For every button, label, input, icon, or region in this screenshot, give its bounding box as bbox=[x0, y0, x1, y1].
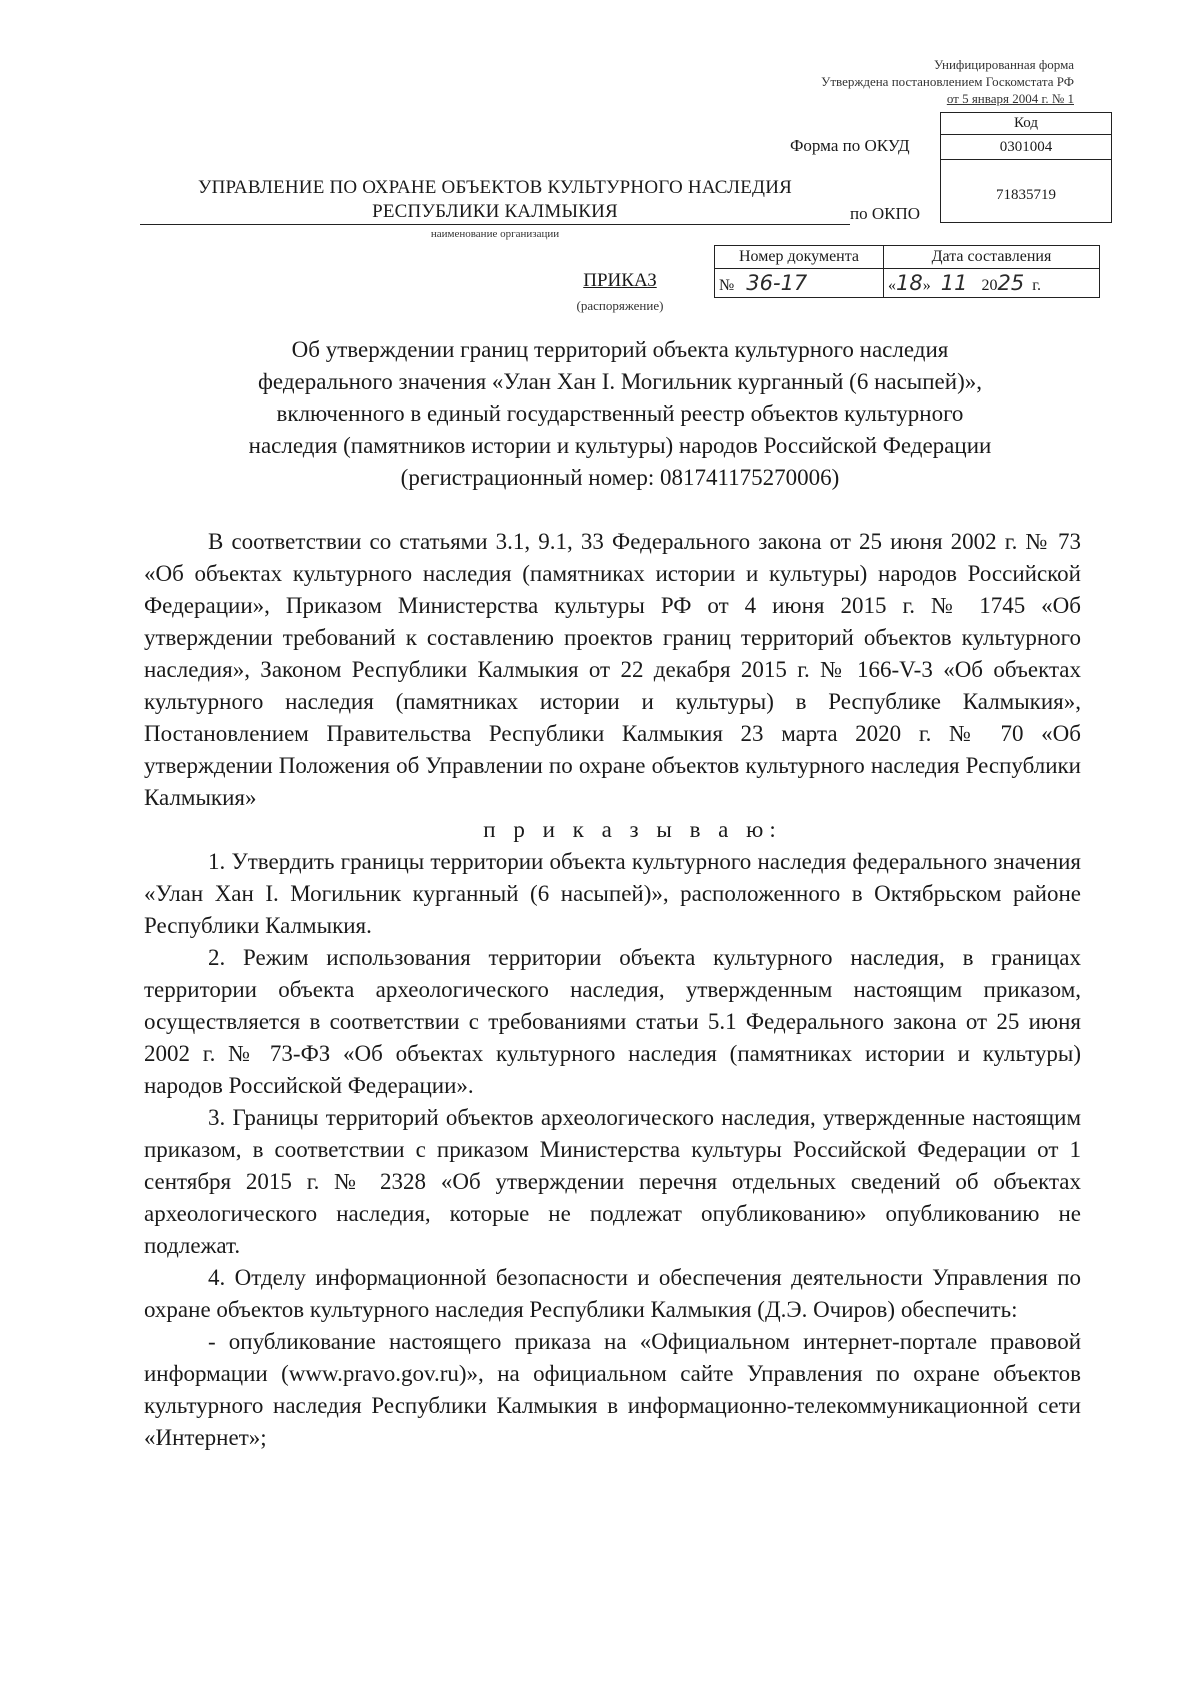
code-box bbox=[940, 112, 1112, 223]
unified-form-line: Унифицированная форма bbox=[933, 57, 1074, 72]
code-header: Код bbox=[941, 113, 1111, 135]
order-item-2: 2. Режим использования территории объекта культурного наследия, в границах территории объекта археологического наследия, утвержденным настоящим приказом, осуществляется в соответствии с требованиями статьи 5.1 Федерального закона от 25 июня 2002 г. № 73-ФЗ «Об объектах культурного наследия (памятниках истории и культуры) народов Российской Федерации». bbox=[144, 945, 1081, 1098]
okpo-value: 71835719 bbox=[996, 187, 1056, 203]
doc-date-cell bbox=[884, 269, 1100, 298]
doc-number-handwritten: 36-17 bbox=[746, 271, 808, 295]
order-item-4-subitem: - опубликование настоящего приказа на «Официальном интернет-портале правовой информации (www.pravo.gov.ru)», на официальном сайте Управления по охране объектов культурного наследия Республики Калмыкия в информационно-телекоммуникационной сети «Интернет»; bbox=[144, 1329, 1081, 1450]
date-year-prefix: 20 bbox=[981, 277, 998, 294]
okud-label: Форма по ОКУД bbox=[790, 136, 910, 155]
unified-form-note bbox=[821, 56, 1074, 107]
preamble-paragraph: В соответствии со статьями 3.1, 9.1, 33 Федерального закона от 25 июня 2002 г. № 73 «Об объектах культурного наследия (памятниках истории и культуры) народов Российской Федерации», Приказом Министерства культуры РФ от 4 июня 2015 г. № 1745 «Об утверждении требований к составлению проектов границ территорий объектов культурного наследия», Законом Республики Калмыкия от 22 декабря 2015 г. № 166-V-3 «Об объектах культурного наследия (памятниках истории и культуры) в Республике Калмыкия», Постановлением Правительства Республики Калмыкия 23 марта 2020 г. № 70 «Об утверждении Положения об Управлении по охране объектов культурного наследия Республики Калмыкия» bbox=[144, 529, 1081, 810]
goskomstat-line: Утверждена постановлением Госкомстата РФ bbox=[821, 74, 1074, 89]
order-item-4: 4. Отделу информационной безопасности и обеспечения деятельности Управления по охране объектов культурного наследия Республики Калмыкия (Д.Э. Очиров) обеспечить: bbox=[144, 1265, 1081, 1322]
doc-number-header: Номер документа bbox=[715, 246, 884, 269]
order-body bbox=[144, 526, 1081, 1454]
date-month-handwritten: 11 bbox=[940, 271, 968, 295]
prikazyvayu-heading: п р и к а з ы в а ю: bbox=[483, 817, 782, 842]
organization-caption: наименование организации bbox=[430, 228, 560, 240]
date-year-suffix: г. bbox=[1032, 277, 1041, 294]
decree-date-line: от 5 января 2004 г. № 1 bbox=[946, 91, 1074, 106]
date-year-handwritten: 25 bbox=[997, 271, 1025, 295]
number-sign: № bbox=[719, 277, 735, 294]
okpo-label: по ОКПО bbox=[850, 204, 921, 223]
doc-date-header: Дата составления bbox=[884, 246, 1100, 269]
okud-value: 0301004 bbox=[941, 135, 1111, 160]
order-item-3: 3. Границы территорий объектов археологического наследия, утвержденные настоящим приказом, в соответствии с приказом Министерства культуры Российской Федерации от 1 сентября 2015 г. № 2328 «Об утверждении перечня отдельных сведений об объектах археологического наследия, которые не подлежат опубликованию» опубликованию не подлежат. bbox=[144, 1105, 1081, 1258]
date-quote-open: « bbox=[888, 277, 896, 294]
doc-type-subtitle: (распоряжение) bbox=[576, 298, 664, 313]
order-title-line: включенного в единый государственный реестр объектов культурного bbox=[276, 401, 964, 426]
order-title-line: (регистрационный номер: 081741175270006) bbox=[400, 465, 840, 490]
order-title-line: Об утверждении границ территорий объекта культурного наследия bbox=[291, 337, 949, 362]
doc-number-date-table bbox=[714, 245, 1100, 298]
doc-number-cell bbox=[715, 269, 884, 298]
organization-line-2: РЕСПУБЛИКИ КАЛМЫКИЯ bbox=[140, 200, 850, 225]
order-item-1: 1. Утвердить границы территории объекта культурного наследия федерального значения «Улан Хан I. Могильник курганный (6 насыпей)», расположенного в Октябрьском районе Республики Калмыкия. bbox=[144, 849, 1081, 938]
order-title-line: наследия (памятников истории и культуры) народов Российской Федерации bbox=[248, 433, 992, 458]
order-title bbox=[140, 334, 1100, 494]
doc-type-title: ПРИКАЗ bbox=[583, 270, 657, 291]
organization-name bbox=[140, 176, 850, 225]
organization-line-1: УПРАВЛЕНИЕ ПО ОХРАНЕ ОБЪЕКТОВ КУЛЬТУРНОГО НАСЛЕДИЯ bbox=[197, 177, 793, 198]
date-day-handwritten: 18 bbox=[896, 271, 923, 295]
date-quote-close: » bbox=[922, 277, 931, 294]
order-title-line: федерального значения «Улан Хан I. Могильник курганный (6 насыпей)», bbox=[258, 369, 982, 394]
